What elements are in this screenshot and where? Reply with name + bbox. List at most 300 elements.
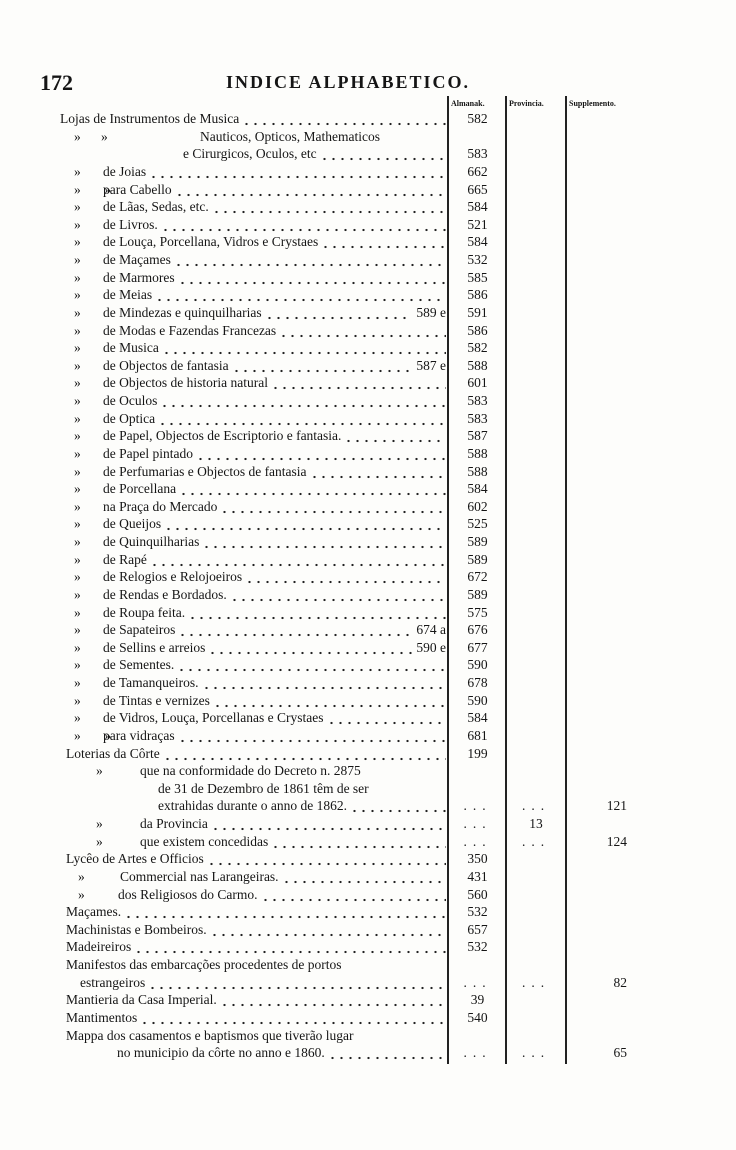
index-entry xyxy=(0,110,736,128)
ditto-mark: » xyxy=(74,357,81,373)
entry-text: de Sementes. xyxy=(103,657,175,673)
dot-leader xyxy=(164,515,446,533)
index-entry xyxy=(0,1009,736,1027)
entry-text: de Tamanqueiros. xyxy=(103,675,199,690)
entry-text-wrap xyxy=(140,762,446,780)
dot-leader xyxy=(148,974,446,992)
index-entry xyxy=(0,903,736,921)
dot-leader xyxy=(321,233,446,251)
index-entry xyxy=(0,128,736,146)
entry-text: para vidraças xyxy=(103,727,175,743)
provincia-page: ... xyxy=(521,833,551,849)
dot-leader xyxy=(328,1044,446,1062)
almanak-page: 681 xyxy=(467,727,488,743)
entry-text: estrangeiros xyxy=(80,974,146,990)
entry-text: extrahidas durante o anno de 1862. xyxy=(158,798,347,814)
ditto-mark: » xyxy=(74,692,81,708)
almanak-page: ... xyxy=(463,974,492,990)
entry-text-wrap xyxy=(103,692,446,710)
dot-leader xyxy=(178,621,412,639)
index-entry xyxy=(0,709,736,727)
entry-text: Machinistas e Bombeiros. xyxy=(66,921,207,937)
almanak-page: 199 xyxy=(467,745,488,761)
entry-text-wrap xyxy=(103,286,446,304)
entry-text-wrap xyxy=(103,269,446,287)
entry-text: de 31 de Dezembro de 1861 têm de ser xyxy=(158,780,369,796)
dot-leader xyxy=(261,886,446,904)
entry-text: da Provincia xyxy=(140,816,208,831)
index-entry xyxy=(0,762,736,780)
index-entry xyxy=(0,850,736,868)
index-entry xyxy=(0,498,736,516)
index-entry xyxy=(0,410,736,428)
ditto-mark: » xyxy=(74,516,81,532)
dot-leader xyxy=(202,674,446,692)
entry-text: de Sapateiros xyxy=(103,622,176,638)
entry-text: na Praça do Mercado xyxy=(103,498,218,514)
entry-text: de Lãas, Sedas, etc. xyxy=(103,199,209,215)
almanak-page: 662 xyxy=(467,163,488,179)
index-entry xyxy=(0,991,736,1009)
entry-text-wrap xyxy=(103,181,446,199)
ditto-mark: » » xyxy=(74,181,112,197)
almanak-page: ... xyxy=(463,1045,492,1061)
index-entry xyxy=(0,286,736,304)
almanak-page: 532 xyxy=(467,939,488,955)
entry-text: Manifestos das embarcações procedentes de portos xyxy=(66,957,342,972)
entry-text: que existem concedidas xyxy=(140,833,269,849)
dot-leader xyxy=(327,709,446,727)
dot-leader xyxy=(202,533,446,551)
entry-text: de Relogios e Relojoeiros xyxy=(103,569,243,585)
provincia-page: ... xyxy=(521,1045,551,1061)
entry-text: de Papel pintado xyxy=(103,445,193,461)
entry-extra-ref: 589 e xyxy=(416,304,446,320)
entry-text: de Marmores xyxy=(103,269,175,285)
entry-text-wrap xyxy=(103,639,446,657)
entry-text-wrap xyxy=(60,110,446,128)
dot-leader xyxy=(320,145,446,163)
index-entry xyxy=(0,886,736,904)
almanak-page: 590 xyxy=(467,692,488,708)
entry-text: de Roupa feita. xyxy=(103,604,186,620)
entry-text-wrap xyxy=(103,709,446,727)
index-entry xyxy=(0,374,736,392)
almanak-page: 602 xyxy=(467,498,488,514)
dot-leader xyxy=(212,198,446,216)
supplemento-page: 65 xyxy=(613,1045,627,1061)
entry-text: de Livros. xyxy=(103,216,158,232)
entry-text: de Rendas e Bordados. xyxy=(103,586,227,602)
almanak-page: 584 xyxy=(467,234,488,250)
entry-text-wrap xyxy=(103,586,446,604)
entry-text-wrap xyxy=(103,480,446,498)
index-entry xyxy=(0,586,736,604)
dot-leader xyxy=(350,797,446,815)
entry-text-wrap xyxy=(103,357,446,375)
dot-leader xyxy=(163,745,446,763)
almanak-page: 350 xyxy=(467,851,488,867)
almanak-page: 575 xyxy=(467,604,488,620)
entry-text: de Rapé xyxy=(103,551,147,567)
entry-text-wrap xyxy=(103,374,446,392)
almanak-page: 532 xyxy=(467,904,488,920)
almanak-page: 586 xyxy=(467,287,488,303)
entry-text-wrap xyxy=(103,621,446,639)
entry-text: Mappa dos casamentos e baptismos que tiverão lugar xyxy=(66,1027,354,1043)
entry-text: de Objectos de historia natural xyxy=(103,375,268,391)
index-entry xyxy=(0,604,736,622)
index-entry xyxy=(0,656,736,674)
almanak-page: 589 xyxy=(467,551,488,567)
entry-extra-ref: 590 e xyxy=(416,639,446,655)
supplemento-page: 82 xyxy=(613,974,627,990)
entry-text-wrap xyxy=(103,216,446,234)
dot-leader xyxy=(208,639,412,657)
entry-text-wrap xyxy=(66,745,446,763)
entry-text-wrap xyxy=(158,797,446,815)
dot-leader xyxy=(310,463,446,481)
entry-text-wrap xyxy=(66,938,446,956)
index-entry xyxy=(0,515,736,533)
entry-text-wrap xyxy=(120,868,446,886)
dot-leader xyxy=(271,374,446,392)
entry-text: no municipio da côrte no anno e 1860. xyxy=(117,1045,325,1061)
supplemento-page: 124 xyxy=(606,833,627,849)
dot-leader xyxy=(149,163,446,181)
entry-text: de Optica xyxy=(103,410,156,426)
ditto-mark: » xyxy=(74,322,81,338)
entry-text: de Queijos xyxy=(103,516,162,532)
ditto-mark: » xyxy=(74,304,81,320)
ditto-mark: » xyxy=(74,639,81,655)
ditto-mark: » » xyxy=(74,727,112,743)
entry-text: dos Religiosos do Carmo. xyxy=(118,886,258,902)
entry-text-wrap xyxy=(103,656,446,674)
provincia-page: ... xyxy=(521,974,551,990)
column-header-almanak: Almanak. xyxy=(451,99,485,108)
ditto-mark: » xyxy=(78,868,85,884)
entry-text: de Tintas e vernizes xyxy=(103,692,210,708)
dot-leader xyxy=(150,551,446,569)
almanak-page: 584 xyxy=(467,710,488,726)
entry-text: Nauticos, Opticos, Mathematicos xyxy=(200,128,380,144)
index-entry xyxy=(0,357,736,375)
almanak-page: 584 xyxy=(467,481,488,497)
entry-text-wrap xyxy=(158,780,446,798)
dot-leader xyxy=(161,216,446,234)
provincia-page: 13 xyxy=(529,816,543,831)
ditto-mark: » xyxy=(78,886,85,902)
entry-text-wrap xyxy=(118,886,446,904)
index-entry xyxy=(0,251,736,269)
index-entry xyxy=(0,322,736,340)
dot-leader xyxy=(196,445,446,463)
index-entry xyxy=(0,304,736,322)
entry-text-wrap xyxy=(117,1044,446,1062)
index-entry xyxy=(0,568,736,586)
entry-text: Lojas de Instrumentos de Musica xyxy=(60,111,240,126)
index-entry xyxy=(0,339,736,357)
almanak-page: ... xyxy=(463,798,492,814)
index-entry xyxy=(0,427,736,445)
entry-text: de Oculos xyxy=(103,393,158,408)
entry-text: de Quinquilharias xyxy=(103,534,200,549)
almanak-page: 540 xyxy=(467,1009,488,1025)
almanak-page: 591 xyxy=(467,304,488,320)
ditto-mark: » xyxy=(74,393,81,408)
dot-leader xyxy=(174,251,446,269)
entry-text: de Meias xyxy=(103,287,153,303)
dot-leader xyxy=(211,815,446,833)
index-entry xyxy=(0,1044,736,1062)
entry-text: Commercial nas Larangeiras. xyxy=(120,868,279,884)
almanak-page: 588 xyxy=(467,445,488,461)
almanak-page: 585 xyxy=(467,269,488,285)
index-entry xyxy=(0,797,736,815)
entry-text-wrap xyxy=(103,568,446,586)
entry-text: de Louça, Porcellana, Vidros e Crystaes xyxy=(103,234,319,250)
dot-leader xyxy=(207,850,446,868)
entry-text: de Porcellana xyxy=(103,481,177,497)
dot-leader xyxy=(124,903,446,921)
entry-text-wrap xyxy=(140,815,446,833)
ditto-mark: » xyxy=(74,481,81,497)
entry-text: Maçames. xyxy=(66,904,122,920)
ditto-mark: » xyxy=(74,234,81,250)
dot-leader xyxy=(162,339,446,357)
entry-text: de Objectos de fantasia xyxy=(103,357,229,373)
index-entry xyxy=(0,533,736,551)
entry-text-wrap xyxy=(103,445,446,463)
dot-leader xyxy=(155,286,446,304)
entry-text: Lycêo de Artes e Officios xyxy=(66,851,204,867)
entry-text: Madeireiros xyxy=(66,939,132,955)
entry-text-wrap xyxy=(103,551,446,569)
entry-text-wrap xyxy=(66,921,446,939)
index-entry xyxy=(0,780,736,798)
dot-leader xyxy=(279,322,446,340)
ditto-mark: » xyxy=(96,816,103,831)
entry-text-wrap xyxy=(80,974,446,992)
index-entry xyxy=(0,392,736,410)
entry-text-wrap xyxy=(103,233,446,251)
ditto-mark: » xyxy=(74,428,81,444)
almanak-page: 583 xyxy=(467,410,488,426)
dot-leader xyxy=(178,269,446,287)
ditto-mark: » xyxy=(74,287,81,303)
entry-text-wrap xyxy=(66,956,446,974)
almanak-page: 588 xyxy=(467,357,488,373)
entry-text: de Papel, Objectos de Escriptorio e fantasia. xyxy=(103,428,342,444)
ditto-mark: » xyxy=(74,534,81,549)
dot-leader xyxy=(188,604,446,622)
ditto-mark: » xyxy=(74,710,81,726)
dot-leader xyxy=(245,568,446,586)
entry-text: de Vidros, Louça, Porcellanas e Crystaes xyxy=(103,710,324,726)
dot-leader xyxy=(177,656,446,674)
index-entry xyxy=(0,956,736,974)
index-entry xyxy=(0,833,736,851)
page-number: 172 xyxy=(40,70,73,95)
entry-text-wrap xyxy=(103,533,446,551)
ditto-mark: » xyxy=(74,604,81,620)
entry-text: que na conformidade do Decreto n. 2875 xyxy=(140,763,361,779)
index-entry xyxy=(0,198,736,216)
entry-text: Mantieria da Casa Imperial. xyxy=(66,992,217,1008)
entry-text-wrap xyxy=(103,339,446,357)
entry-text-wrap xyxy=(103,163,446,181)
almanak-page: 672 xyxy=(467,569,488,585)
almanak-page: 532 xyxy=(467,252,488,267)
entry-text-wrap xyxy=(103,727,446,745)
entry-text-wrap xyxy=(103,498,446,516)
dot-leader xyxy=(232,357,413,375)
entry-text: de Maçames xyxy=(103,252,171,267)
almanak-page: 583 xyxy=(467,393,488,408)
ditto-mark: » xyxy=(74,622,81,638)
index-entry xyxy=(0,463,736,481)
entry-text-wrap xyxy=(103,604,446,622)
entry-text: de Modas e Fazendas Francezas xyxy=(103,322,277,338)
index-entries xyxy=(0,110,736,1062)
dot-leader xyxy=(210,921,446,939)
ditto-mark: » xyxy=(96,763,103,779)
dot-leader xyxy=(282,868,446,886)
entry-text-wrap xyxy=(183,145,446,163)
ditto-mark: » xyxy=(74,216,81,232)
dot-leader xyxy=(344,427,446,445)
ditto-mark: » xyxy=(74,410,81,426)
entry-text-wrap xyxy=(103,674,446,692)
entry-text-wrap xyxy=(103,427,446,445)
ditto-mark: » xyxy=(74,498,81,514)
entry-text-wrap xyxy=(66,850,446,868)
entry-text-wrap xyxy=(103,322,446,340)
index-entry xyxy=(0,233,736,251)
almanak-page: 677 xyxy=(467,639,488,655)
almanak-page: 560 xyxy=(467,886,488,902)
ditto-mark: » xyxy=(74,199,81,215)
almanak-page: 676 xyxy=(467,622,488,638)
almanak-page: 665 xyxy=(467,181,488,197)
entry-text: Loterias da Côrte xyxy=(66,745,160,761)
index-entry xyxy=(0,815,736,833)
dot-leader xyxy=(134,938,446,956)
entry-text: de Musica xyxy=(103,340,159,356)
entry-text-wrap xyxy=(103,198,446,216)
ditto-mark: » xyxy=(74,375,81,391)
almanak-page: 588 xyxy=(467,463,488,479)
ditto-mark: » xyxy=(74,163,81,179)
column-header-supplemento: Supplemento. xyxy=(569,99,616,108)
entry-text-wrap xyxy=(66,991,446,1009)
index-entry xyxy=(0,445,736,463)
index-entry xyxy=(0,551,736,569)
almanak-page: 582 xyxy=(467,111,488,126)
almanak-page: 586 xyxy=(467,322,488,338)
entry-extra-ref: 674 a xyxy=(416,622,446,638)
entry-extra-ref: 587 e xyxy=(416,357,446,373)
almanak-page: 521 xyxy=(467,216,488,232)
index-entry xyxy=(0,674,736,692)
entry-text-wrap xyxy=(103,392,446,410)
dot-leader xyxy=(230,586,446,604)
index-entry xyxy=(0,216,736,234)
ditto-mark: » xyxy=(74,252,81,267)
ditto-mark: » xyxy=(96,833,103,849)
index-entry xyxy=(0,145,736,163)
almanak-page: ... xyxy=(463,833,492,849)
entry-text: de Perfumarias e Objectos de fantasia xyxy=(103,463,307,479)
ditto-mark: » xyxy=(74,340,81,356)
almanak-page: 589 xyxy=(467,586,488,602)
entry-text: de Sellins e arreios xyxy=(103,639,206,655)
dot-leader xyxy=(175,181,446,199)
ditto-mark: » xyxy=(74,551,81,567)
dot-leader xyxy=(140,1009,446,1027)
entry-text-wrap xyxy=(66,1009,446,1027)
entry-text-wrap xyxy=(103,304,446,322)
index-entry xyxy=(0,727,736,745)
ditto-mark: » xyxy=(74,586,81,602)
index-entry xyxy=(0,745,736,763)
ditto-mark: » xyxy=(74,569,81,585)
index-entry xyxy=(0,868,736,886)
almanak-page: 589 xyxy=(467,534,488,549)
dot-leader xyxy=(179,480,446,498)
dot-leader xyxy=(265,304,413,322)
index-entry xyxy=(0,692,736,710)
almanak-page: 525 xyxy=(467,516,488,532)
almanak-page: 601 xyxy=(467,375,488,391)
entry-text: para Cabello xyxy=(103,181,172,197)
dot-leader xyxy=(178,727,446,745)
index-entry xyxy=(0,1027,736,1045)
entry-text-wrap xyxy=(103,463,446,481)
index-entry xyxy=(0,269,736,287)
dot-leader xyxy=(160,392,446,410)
dot-leader xyxy=(242,110,446,128)
almanak-page: 431 xyxy=(467,868,488,884)
dot-leader xyxy=(158,410,446,428)
page-title: INDICE ALPHABETICO. xyxy=(226,72,471,92)
almanak-page: ... xyxy=(463,816,492,831)
almanak-page: 678 xyxy=(467,675,488,690)
ditto-mark: » xyxy=(74,657,81,673)
almanak-page: 583 xyxy=(467,146,488,162)
almanak-page: 657 xyxy=(467,921,488,937)
provincia-page: ... xyxy=(521,798,551,814)
dot-leader xyxy=(220,991,446,1009)
index-entry xyxy=(0,974,736,992)
entry-text-wrap xyxy=(200,128,446,146)
entry-text: de Mindezas e quinquilharias xyxy=(103,304,262,320)
dot-leader xyxy=(220,498,446,516)
entry-text-wrap xyxy=(103,410,446,428)
column-header-provincia: Provincia. xyxy=(509,99,544,108)
index-entry xyxy=(0,181,736,199)
almanak-page: 590 xyxy=(467,657,488,673)
index-entry xyxy=(0,621,736,639)
almanak-page: 582 xyxy=(467,340,488,356)
entry-text: Mantimentos xyxy=(66,1009,138,1025)
entry-text-wrap xyxy=(140,833,446,851)
almanak-page: 587 xyxy=(467,428,488,444)
index-entry xyxy=(0,639,736,657)
index-entry xyxy=(0,163,736,181)
ditto-mark: » xyxy=(74,463,81,479)
